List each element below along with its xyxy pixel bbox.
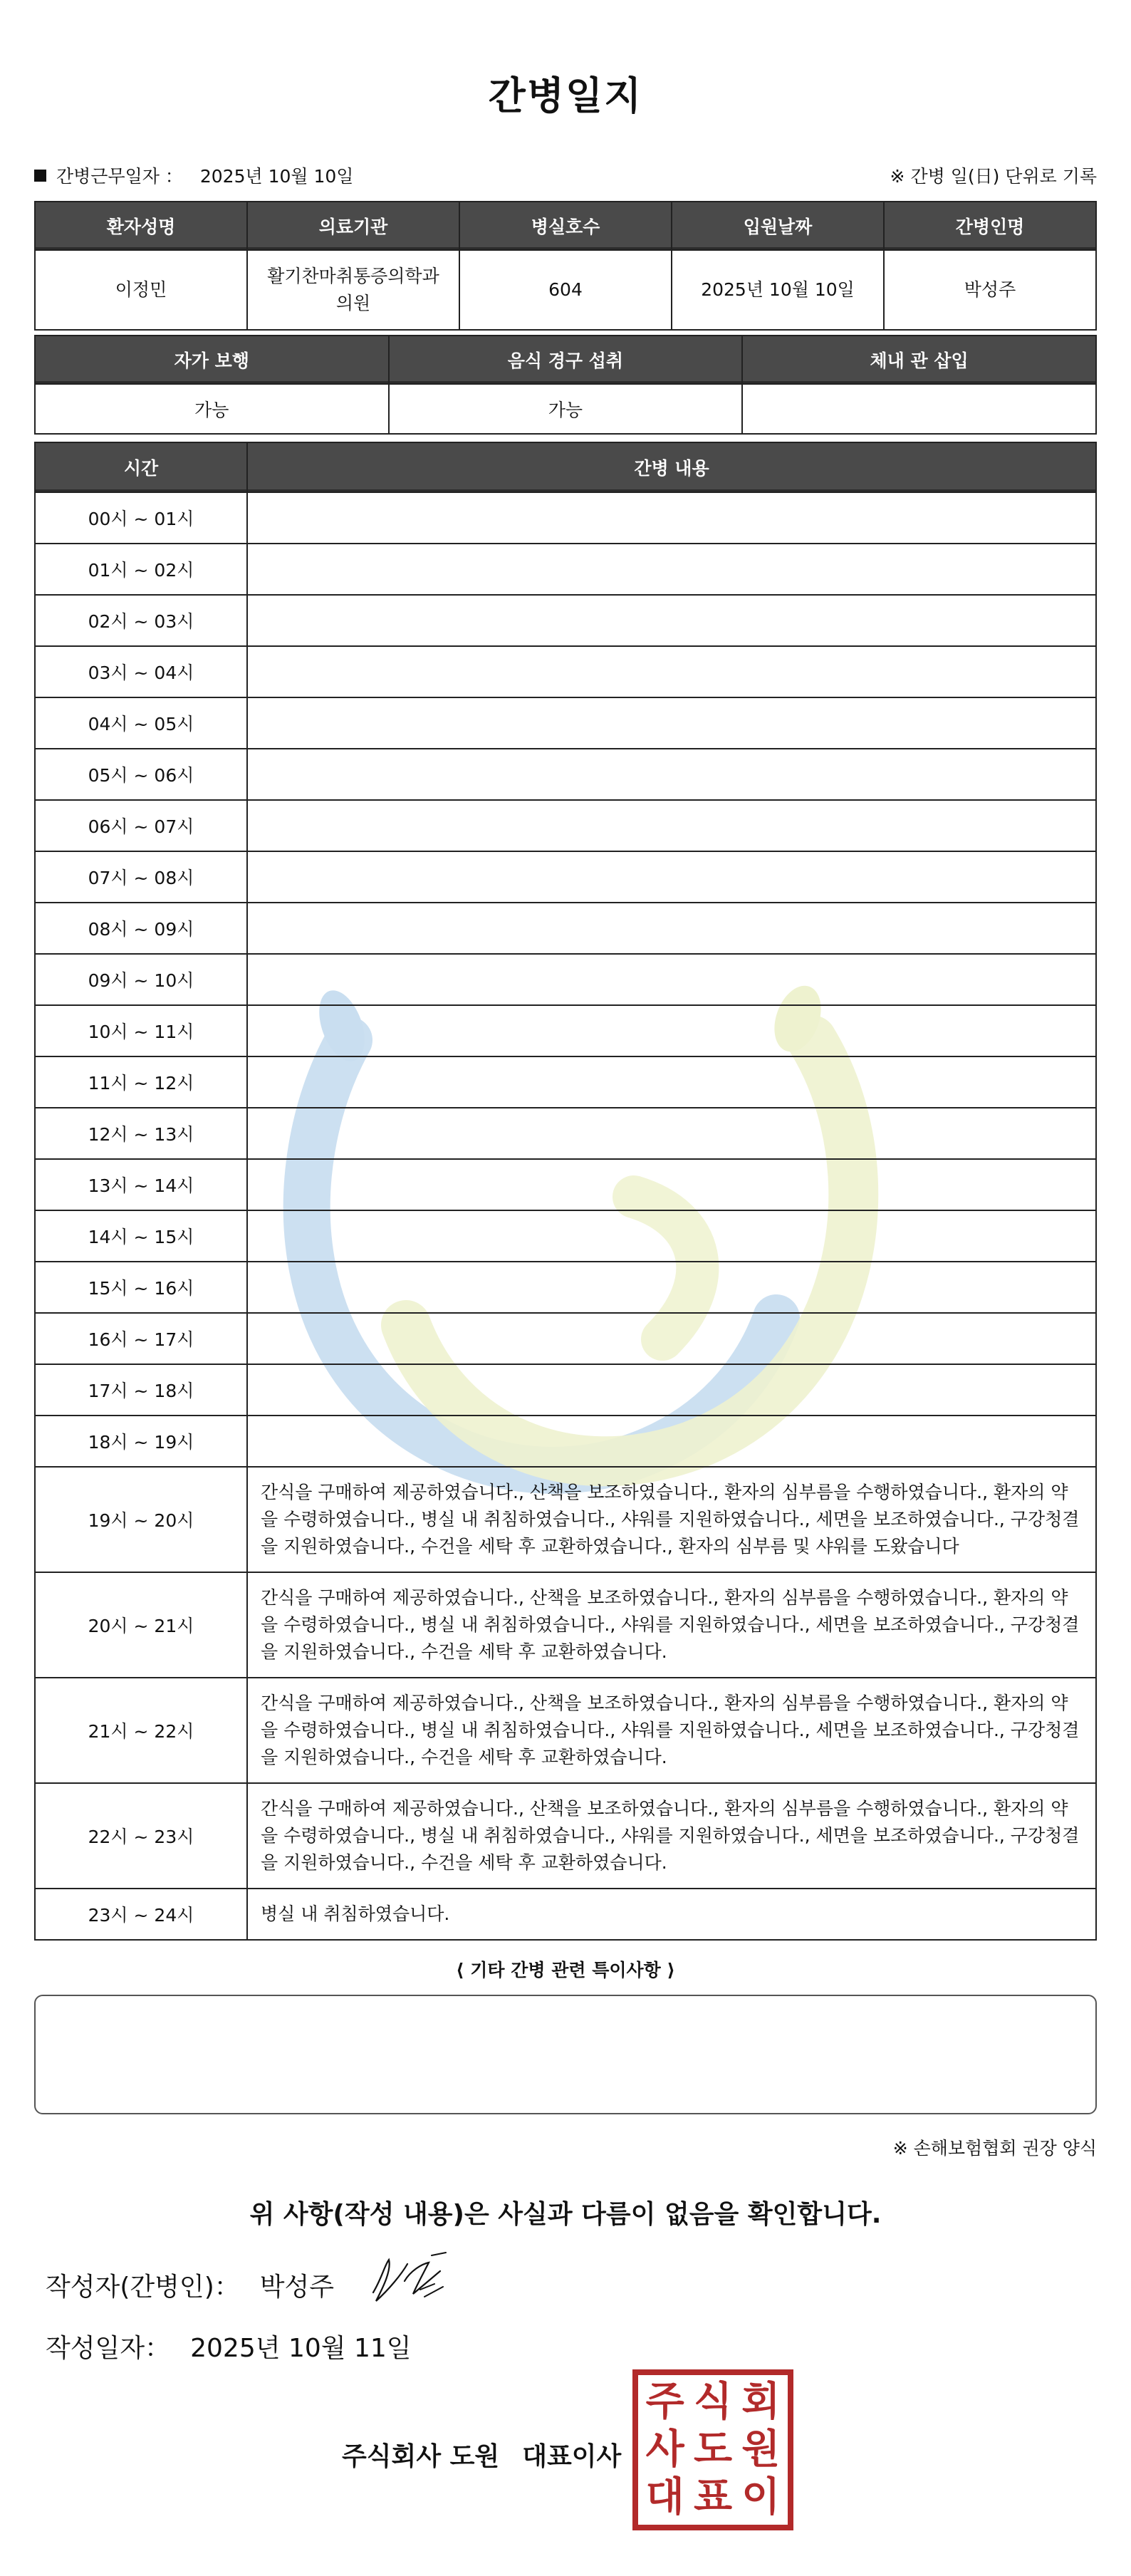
log-time: 16시 ~ 17시 [35,1313,247,1364]
log-content [247,646,1096,697]
patient-status-table [34,335,1097,435]
log-content: 간식을 구매하여 제공하였습니다., 산책을 보조하였습니다., 환자의 심부름을 수행하였습니다., 환자의 약을 수령하였습니다., 병실 내 취침하였습니다., 샤워를 지원하였습니다., 세면을 보조하였습니다., 구강청결을 지원하였습니다., 수건을 세탁 후 교환하였습니다. [247,1678,1096,1783]
log-content: 간식을 구매하여 제공하였습니다., 산책을 보조하였습니다., 환자의 심부름을 수행하였습니다., 환자의 약을 수령하였습니다., 병실 내 취침하였습니다., 샤워를 지원하였습니다., 세면을 보조하였습니다., 구강청결을 지원하였습니다., 수건을 세탁 후 교환하였습니다. [247,1572,1096,1678]
table-row [35,492,1096,544]
log-content [247,1056,1096,1108]
table-row [35,1108,1096,1159]
header-admission-date: 입원날짜 [672,202,884,250]
table-row [35,384,1096,434]
table-row [35,697,1096,749]
table-row [35,1364,1096,1416]
seal-char: 이 [741,2474,781,2521]
self-walking-value: 가능 [35,384,389,434]
table-row [35,250,1096,330]
log-content [247,1210,1096,1262]
seal-char: 주 [645,2378,684,2425]
work-date [34,162,353,188]
author-row [46,2267,334,2303]
header-care-content: 간병 내용 [247,442,1096,492]
log-time: 20시 ~ 21시 [35,1572,247,1678]
table-header-row [35,336,1096,384]
meta-row [34,161,1097,189]
seal-char: 회 [741,2378,781,2425]
seal-char: 식 [693,2378,733,2425]
log-time: 09시 ~ 10시 [35,954,247,1005]
table-row [35,646,1096,697]
log-time: 01시 ~ 02시 [35,544,247,595]
log-time: 11시 ~ 12시 [35,1056,247,1108]
log-content [247,544,1096,595]
unit-note: ※ 간병 일(日) 단위로 기록 [890,166,1097,187]
log-time: 06시 ~ 07시 [35,800,247,851]
log-time: 00시 ~ 01시 [35,492,247,544]
log-content [247,1364,1096,1416]
room-number: 604 [459,250,672,330]
table-row [35,1210,1096,1262]
author-name: 박성주 [259,2273,335,2302]
log-time: 08시 ~ 09시 [35,903,247,954]
table-row [35,851,1096,903]
author-label: 작성자(간병인)： [46,2273,240,2302]
table-row [35,1313,1096,1364]
log-time: 23시 ~ 24시 [35,1889,247,1940]
work-date-label: 간병근무일자 ： [56,166,183,187]
table-row [35,1783,1096,1889]
table-row [35,1416,1096,1467]
log-content [247,1108,1096,1159]
table-header-row [35,202,1096,250]
log-time: 03시 ~ 04시 [35,646,247,697]
log-content: 병실 내 취침하였습니다. [247,1889,1096,1940]
log-time: 18시 ~ 19시 [35,1416,247,1467]
log-time: 02시 ~ 03시 [35,595,247,646]
table-row [35,800,1096,851]
header-patient-name: 환자성명 [35,202,247,250]
log-time: 05시 ~ 06시 [35,749,247,800]
log-content [247,851,1096,903]
log-time: 12시 ~ 13시 [35,1108,247,1159]
log-time: 21시 ~ 22시 [35,1678,247,1783]
log-time: 15시 ~ 16시 [35,1262,247,1313]
company-seal-icon [632,2369,793,2530]
header-self-walking: 자가 보행 [35,336,389,384]
log-content [247,595,1096,646]
work-date-value: 2025년 10월 10일 [199,166,354,187]
seal-char: 원 [741,2426,781,2473]
header-time: 시간 [35,442,247,492]
log-content [247,1005,1096,1056]
patient-info-table [34,201,1097,331]
table-row [35,1262,1096,1313]
document-title: 간병일지 [488,73,643,118]
log-content: 간식을 구매하여 제공하였습니다., 산책을 보조하였습니다., 환자의 심부름을 수행하였습니다., 환자의 약을 수령하였습니다., 병실 내 취침하였습니다., 샤워를 지원하였습니다., 세면을 보조하였습니다., 구강청결을 지원하였습니다., 수건을 세탁 후 교환하였습니다., 환자의 심부름 및 샤워를 도왔습니다 [247,1467,1096,1572]
tube-insertion-value [742,384,1096,434]
log-content [247,697,1096,749]
caregiver-name: 박성주 [884,250,1096,330]
hospital-name: 활기찬마취통증의학과의원 [247,250,459,330]
notes-title: ⟨ 기타 간병 관련 특이사항 ⟩ [456,1960,675,1980]
written-date-value: 2025년 10월 11일 [190,2334,412,2363]
oral-intake-value: 가능 [389,384,743,434]
form-footnote: ※ 손해보험협회 권장 양식 [892,2138,1097,2159]
square-bullet-icon [34,170,46,182]
log-time: 22시 ~ 23시 [35,1783,247,1889]
admission-date: 2025년 10월 10일 [672,250,884,330]
patient-name: 이정민 [35,250,247,330]
table-row [35,1056,1096,1108]
table-row [35,1467,1096,1572]
log-time: 19시 ~ 20시 [35,1467,247,1572]
table-header-row [35,442,1096,492]
table-row [35,954,1096,1005]
written-date-label: 작성일자： [46,2334,171,2363]
company-name: 주식회사 도원 [342,2442,500,2471]
header-hospital: 의료기관 [247,202,459,250]
log-content [247,749,1096,800]
log-content [247,800,1096,851]
seal-char: 사 [645,2426,684,2473]
written-date-row [46,2328,412,2364]
log-content [247,492,1096,544]
company-title: 대표이사 [522,2442,622,2471]
log-content: 간식을 구매하여 제공하였습니다., 산책을 보조하였습니다., 환자의 심부름을 수행하였습니다., 환자의 약을 수령하였습니다., 병실 내 취침하였습니다., 샤워를 지원하였습니다., 세면을 보조하였습니다., 구강청결을 지원하였습니다., 수건을 세탁 후 교환하였습니다. [247,1783,1096,1889]
seal-char: 표 [693,2474,733,2521]
header-oral-intake: 음식 경구 섭취 [389,336,743,384]
table-row [35,1678,1096,1783]
header-room-number: 병실호수 [459,202,672,250]
log-content [247,903,1096,954]
log-content [247,954,1096,1005]
seal-char: 도 [693,2426,733,2473]
company-row [342,2436,621,2473]
log-time: 17시 ~ 18시 [35,1364,247,1416]
table-row [35,1005,1096,1056]
log-content [247,1262,1096,1313]
signature-icon [360,2250,460,2308]
header-caregiver-name: 간병인명 [884,202,1096,250]
table-row [35,1159,1096,1210]
confirmation-statement: 위 사항(작성 내용)은 사실과 다름이 없음을 확인합니다. [249,2200,882,2229]
log-time: 04시 ~ 05시 [35,697,247,749]
seal-char: 대 [645,2474,684,2521]
table-row [35,1889,1096,1940]
log-content [247,1416,1096,1467]
header-tube-insertion: 체내 관 삽입 [742,336,1096,384]
table-row [35,749,1096,800]
table-row [35,903,1096,954]
log-time: 14시 ~ 15시 [35,1210,247,1262]
log-content [247,1159,1096,1210]
notes-box [34,1995,1097,2114]
table-row [35,544,1096,595]
log-content [247,1313,1096,1364]
table-row [35,1572,1096,1678]
table-row [35,595,1096,646]
seal-characters [641,2378,785,2522]
care-log-table [34,442,1097,1941]
log-time: 07시 ~ 08시 [35,851,247,903]
log-time: 13시 ~ 14시 [35,1159,247,1210]
log-time: 10시 ~ 11시 [35,1005,247,1056]
